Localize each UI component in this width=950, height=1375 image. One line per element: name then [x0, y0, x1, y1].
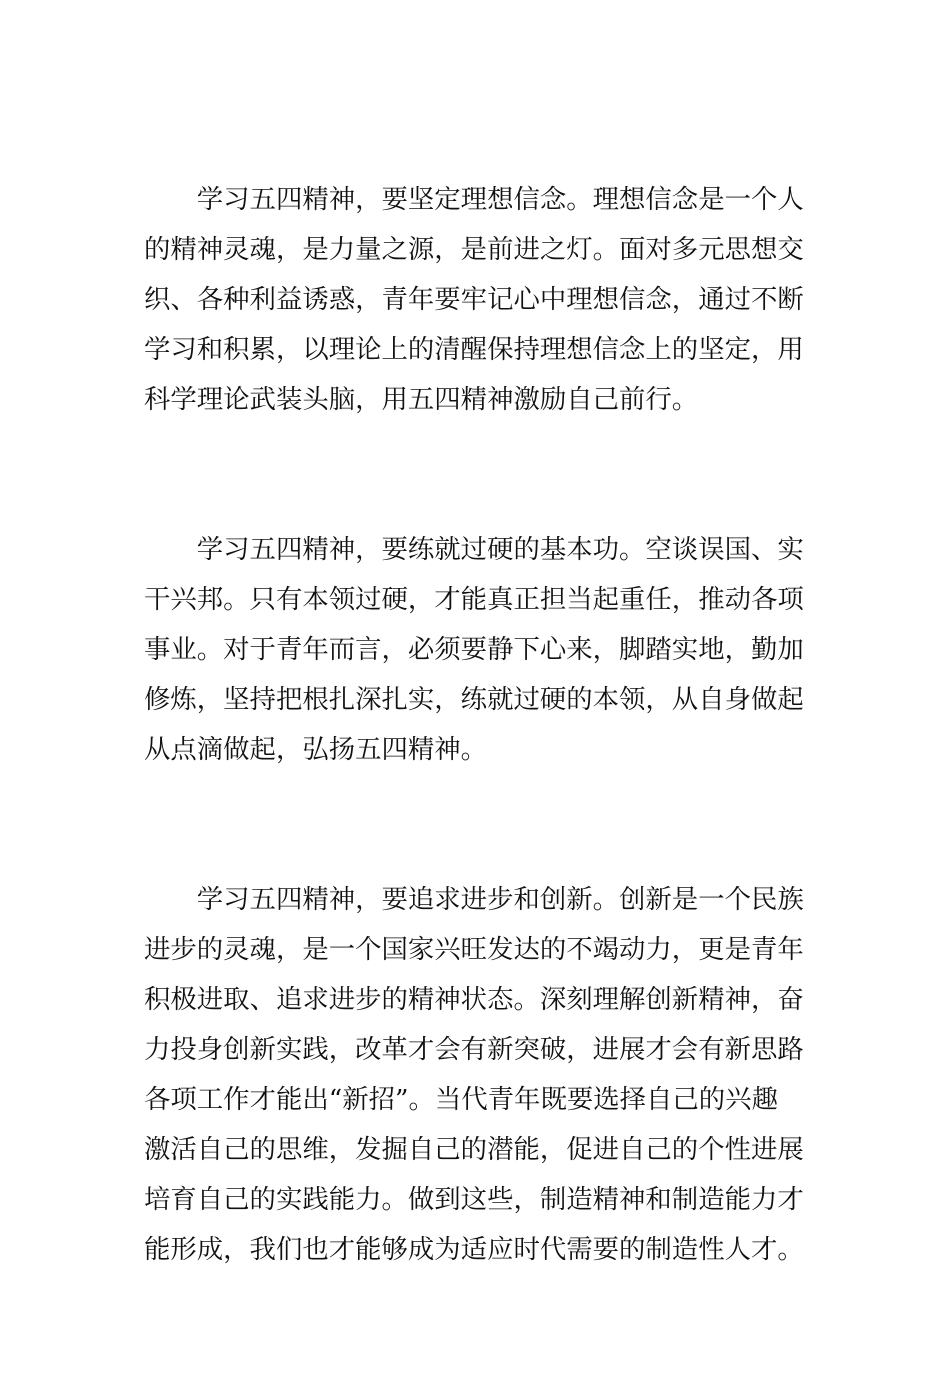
paragraph-line: 学习五四精神，要追求进步和创新。创新是一个民族: [144, 884, 804, 915]
paragraph-line: 织、各种利益诱惑，青年要牢记心中理想信念，通过不断: [144, 284, 804, 315]
paragraph-line: 事业。对于青年而言，必须要静下心来，脚踏实地，勤加: [144, 634, 804, 665]
paragraph-line: 从点滴做起，弘扬五四精神。: [144, 734, 488, 765]
paragraph-line: 学习和积累，以理论上的清醒保持理想信念上的坚定，用: [144, 334, 804, 365]
paragraph-line: 积极进取、追求进步的精神状态。深刻理解创新精神，奋: [144, 984, 804, 1015]
paragraph-line: 各项工作才能出“新招”。当代青年既要选择自己的兴趣: [144, 1084, 778, 1115]
paragraph-line: 干兴邦。只有本领过硬，才能真正担当起重任，推动各项: [144, 584, 804, 615]
paragraph-line: 学习五四精神，要坚定理想信念。理想信念是一个人: [144, 184, 804, 215]
paragraph-line: 修炼，坚持把根扎深扎实，练就过硬的本领，从自身做起: [144, 684, 804, 715]
paragraph-line: 培育自己的实践能力。做到这些，制造精神和制造能力才: [144, 1184, 804, 1215]
paragraph-1: [144, 175, 814, 425]
paragraph-line: 激活自己的思维，发掘自己的潜能，促进自己的个性进展: [144, 1134, 804, 1165]
paragraph-line: 进步的灵魂，是一个国家兴旺发达的不竭动力，更是青年: [144, 934, 804, 965]
paragraph-2: [144, 525, 814, 775]
paragraph-line: 的精神灵魂，是力量之源，是前进之灯。面对多元思想交: [144, 234, 804, 265]
paragraph-3: [144, 875, 814, 1275]
paragraph-line: 力投身创新实践，改革才会有新突破，进展才会有新思路: [144, 1034, 804, 1065]
paragraph-line: 能形成，我们也才能够成为适应时代需要的制造性人才。: [144, 1234, 804, 1265]
document-body: [144, 175, 814, 1375]
paragraph-line: 学习五四精神，要练就过硬的基本功。空谈误国、实: [144, 534, 804, 565]
paragraph-line: 科学理论武装头脑，用五四精神激励自己前行。: [144, 384, 699, 415]
